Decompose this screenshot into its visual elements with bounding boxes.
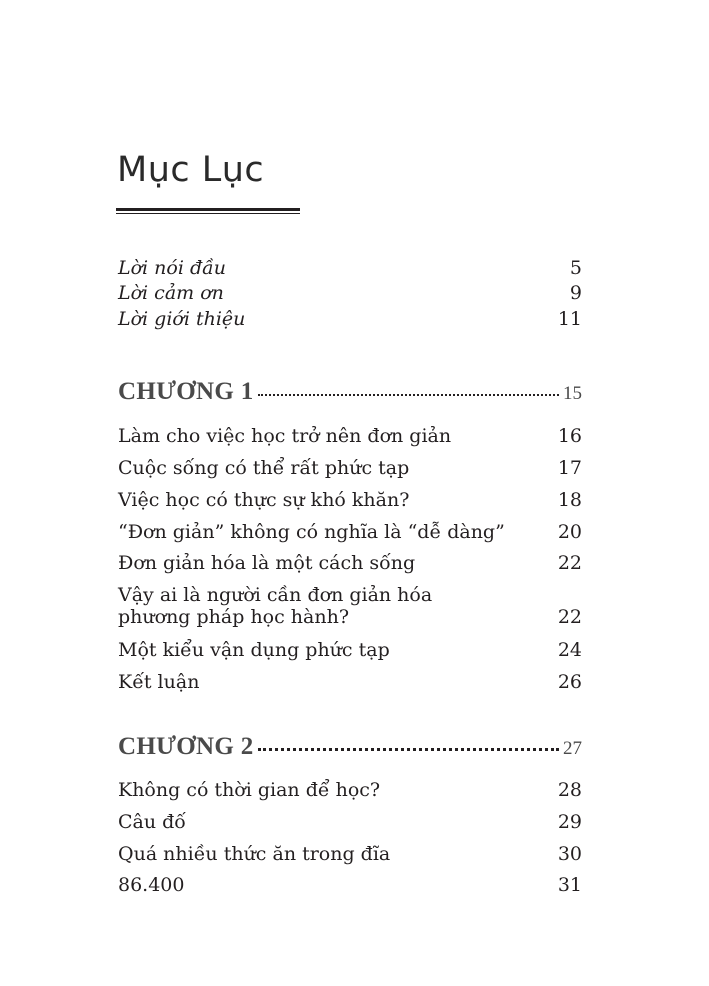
chapter-label: CHƯƠNG 2	[118, 733, 254, 760]
toc-title: Mục Lục	[117, 150, 265, 190]
toc-entry-ch1-3[interactable]	[118, 489, 582, 511]
entry-label-line2: phương pháp học hành?	[118, 606, 350, 628]
toc-entry-ch1-8[interactable]	[118, 671, 582, 693]
entry-page: 22	[557, 606, 582, 628]
chapter-label: CHƯƠNG 1	[118, 378, 254, 405]
entry-label: Làm cho việc học trở nên đơn giản	[118, 425, 452, 447]
entry-page: 9	[569, 282, 582, 304]
toc-entry-ch1-2[interactable]	[118, 457, 582, 479]
toc-entry-ch1-6[interactable]	[118, 584, 582, 628]
entry-label: Lời nói đầu	[118, 257, 227, 279]
chapter-page: 27	[563, 738, 582, 759]
entry-page: 30	[557, 843, 582, 865]
entry-page: 11	[557, 308, 582, 330]
entry-page: 16	[557, 425, 582, 447]
toc-entry-front-3[interactable]	[118, 308, 582, 330]
entry-page: 5	[569, 257, 582, 279]
chapter-page: 15	[563, 383, 582, 404]
toc-entry-front-2[interactable]	[118, 282, 582, 304]
toc-entry-ch2-1[interactable]	[118, 779, 582, 801]
title-rule-thin	[116, 213, 300, 214]
toc-entry-ch1-7[interactable]	[118, 639, 582, 661]
entry-label: 86.400	[118, 874, 185, 896]
entry-label: Đơn giản hóa là một cách sống	[118, 552, 416, 574]
entry-page: 24	[557, 639, 582, 661]
chapter-2-heading[interactable]	[118, 733, 582, 761]
entry-page: 31	[557, 874, 582, 896]
chapter-1-heading[interactable]	[118, 378, 582, 406]
toc-entry-ch1-5[interactable]	[118, 552, 582, 574]
toc-entry-ch2-3[interactable]	[118, 843, 582, 865]
entry-label: Cuộc sống có thể rất phức tạp	[118, 457, 410, 479]
title-rule-thick	[116, 208, 300, 211]
entry-page: 22	[557, 552, 582, 574]
toc-entry-ch1-4[interactable]	[118, 521, 582, 543]
entry-page: 28	[557, 779, 582, 801]
entry-page: 29	[557, 811, 582, 833]
toc-entry-ch1-1[interactable]	[118, 425, 582, 447]
entry-page: 17	[557, 457, 582, 479]
entry-label-line1: Vậy ai là người cần đơn giản hóa	[118, 584, 433, 606]
entry-label: “Đơn giản” không có nghĩa là “dễ dàng”	[118, 521, 505, 543]
entry-page: 26	[557, 671, 582, 693]
entry-label: Việc học có thực sự khó khăn?	[118, 489, 410, 511]
dot-leader	[258, 748, 560, 751]
entry-label: Lời cảm ơn	[118, 282, 224, 304]
entry-page: 20	[557, 521, 582, 543]
entry-label: Lời giới thiệu	[118, 308, 246, 330]
toc-entry-front-1[interactable]	[118, 257, 582, 279]
entry-label: Không có thời gian để học?	[118, 779, 381, 801]
entry-label: Một kiểu vận dụng phức tạp	[118, 639, 390, 661]
toc-entry-ch2-4[interactable]	[118, 874, 582, 896]
entry-label: Kết luận	[118, 671, 200, 693]
toc-entry-ch2-2[interactable]	[118, 811, 582, 833]
entry-page: 18	[557, 489, 582, 511]
dot-leader	[258, 394, 560, 396]
entry-label: Câu đố	[118, 811, 186, 833]
entry-label: Quá nhiều thức ăn trong đĩa	[118, 843, 391, 865]
